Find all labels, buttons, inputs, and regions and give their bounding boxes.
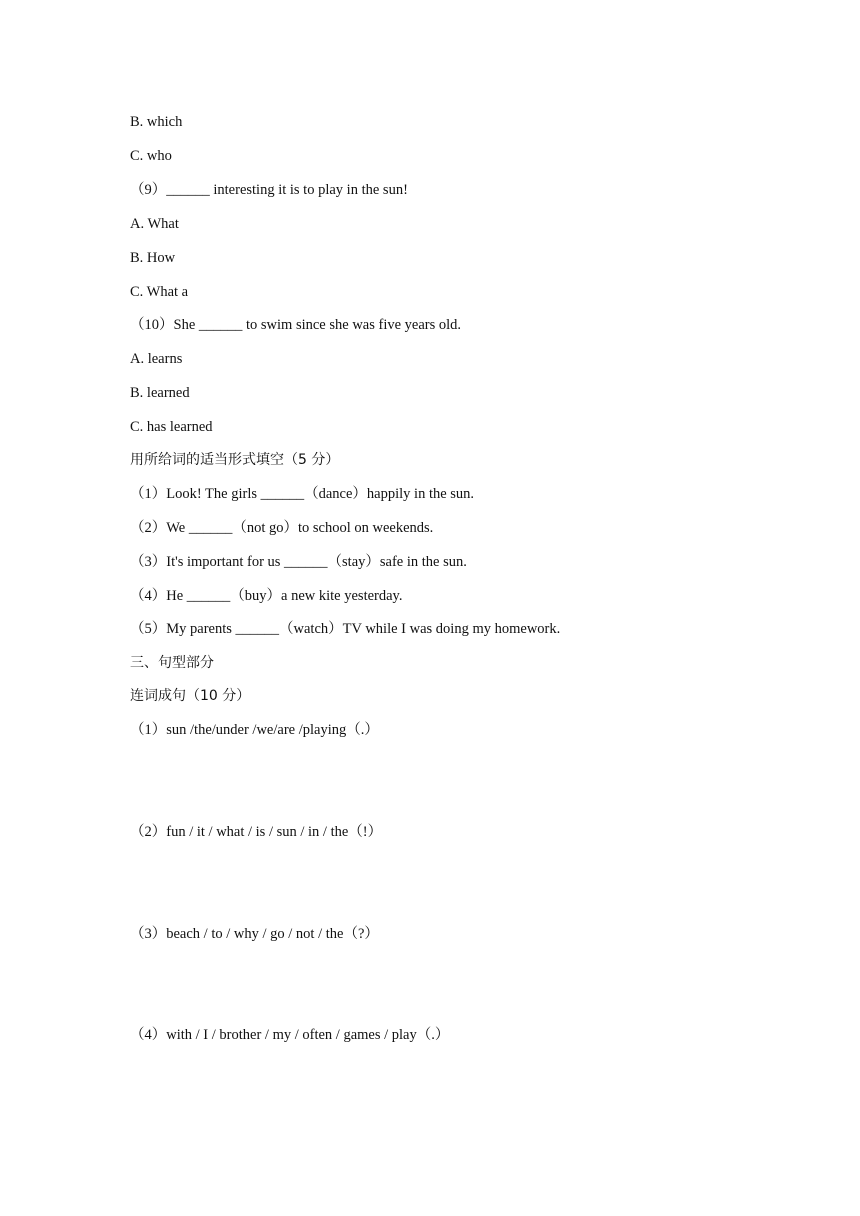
q8-option-b: B. which xyxy=(130,114,183,130)
q9-option-c: C. What a xyxy=(130,284,189,300)
part3-sub-heading: 连词成句（10 分） xyxy=(130,688,251,704)
sentence-item-3: （3）beach / to / why / go / not / the（?） xyxy=(130,926,379,942)
q10-option-b: B. learned xyxy=(130,385,190,401)
q9-option-a: A. What xyxy=(130,216,179,232)
sentence-item-1: （1）sun /the/under /we/are /playing（.） xyxy=(130,722,379,738)
fill-item-3: （3）It's important for us ______（stay）safe in the sun. xyxy=(130,554,467,570)
q10-prompt: （10）She ______ to swim since she was five years old. xyxy=(130,317,462,333)
fill-item-5: （5）My parents ______（watch）TV while I was doing my homework. xyxy=(130,621,561,637)
sentence-item-2: （2）fun / it / what / is / sun / in / the（!） xyxy=(130,824,383,840)
fill-item-4: （4）He ______（buy）a new kite yesterday. xyxy=(130,588,403,604)
fill-item-1: （1）Look! The girls ______（dance）happily in the sun. xyxy=(130,486,475,502)
q8-option-c: C. who xyxy=(130,148,172,164)
fill-item-2: （2）We ______（not go）to school on weekends. xyxy=(130,520,434,536)
fill-section-heading: 用所给词的适当形式填空（5 分） xyxy=(130,452,340,468)
q9-option-b: B. How xyxy=(130,250,176,266)
sentence-item-4: （4）with / I / brother / my / often / games / play（.） xyxy=(130,1027,450,1043)
q9-prompt: （9）______ interesting it is to play in the sun! xyxy=(130,182,408,198)
q10-option-c: C. has learned xyxy=(130,419,213,435)
q10-option-a: A. learns xyxy=(130,351,183,367)
part3-heading: 三、句型部分 xyxy=(130,655,214,671)
